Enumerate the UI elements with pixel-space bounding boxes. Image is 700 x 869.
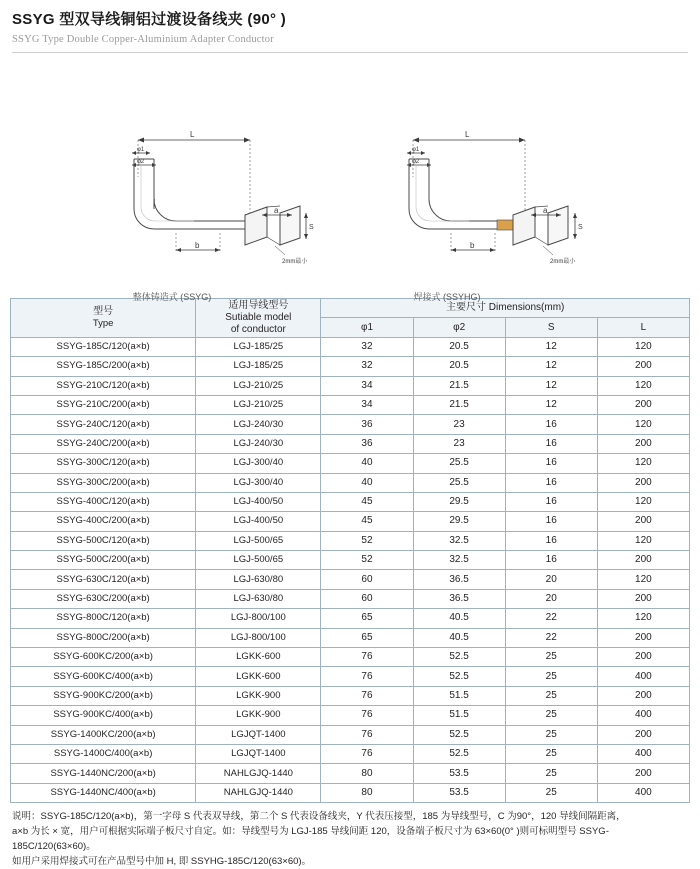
cell-conductor: LGJ-400/50 — [196, 492, 321, 511]
cell-conductor: LGJ-210/25 — [196, 376, 321, 395]
cell-conductor: LGJ-185/25 — [196, 357, 321, 376]
cell-l: 200 — [597, 686, 689, 705]
label-s-left: S — [309, 224, 314, 231]
cell-phi2: 32.5 — [413, 551, 505, 570]
spec-table-wrap — [0, 298, 700, 803]
cell-s: 22 — [505, 628, 597, 647]
cell-conductor: LGJ-185/25 — [196, 337, 321, 356]
cell-type: SSYG-240C/200(a×b) — [11, 434, 196, 453]
cell-type: SSYG-400C/200(a×b) — [11, 512, 196, 531]
cell-phi1: 32 — [321, 337, 413, 356]
cell-s: 12 — [505, 376, 597, 395]
cell-s: 12 — [505, 395, 597, 414]
cell-l: 120 — [597, 376, 689, 395]
cell-l: 200 — [597, 764, 689, 783]
cell-phi1: 80 — [321, 764, 413, 783]
cell-l: 400 — [597, 783, 689, 802]
cell-l: 120 — [597, 337, 689, 356]
cell-s: 16 — [505, 551, 597, 570]
cell-phi2: 53.5 — [413, 783, 505, 802]
table-row — [11, 667, 690, 686]
table-row — [11, 512, 690, 531]
cell-l: 120 — [597, 492, 689, 511]
cell-l: 200 — [597, 725, 689, 744]
spec-table-body — [11, 337, 690, 802]
cell-l: 200 — [597, 551, 689, 570]
table-row — [11, 415, 690, 434]
cell-conductor: NAHLGJQ-1440 — [196, 764, 321, 783]
cell-phi2: 52.5 — [413, 667, 505, 686]
col-header-type-en: Type — [92, 317, 114, 329]
label-phi2-right: φ2 — [412, 159, 420, 165]
cell-type: SSYG-800C/200(a×b) — [11, 628, 196, 647]
label-phi2-left: φ2 — [137, 159, 145, 165]
label-s-right: S — [578, 224, 583, 231]
cell-phi1: 65 — [321, 609, 413, 628]
cell-phi2: 32.5 — [413, 531, 505, 550]
cell-phi1: 52 — [321, 551, 413, 570]
cell-phi1: 45 — [321, 492, 413, 511]
col-header-dimensions: 主要尺寸 Dimensions(mm) — [321, 299, 690, 318]
label-a-right: a — [543, 206, 548, 215]
cell-s: 25 — [505, 744, 597, 763]
cell-phi2: 52.5 — [413, 648, 505, 667]
cell-phi2: 40.5 — [413, 609, 505, 628]
figure-left — [110, 115, 350, 302]
cell-phi1: 60 — [321, 589, 413, 608]
col-header-conductor-en1: Sutiable model — [225, 311, 292, 323]
cell-l: 120 — [597, 609, 689, 628]
cell-phi1: 76 — [321, 725, 413, 744]
figure-left-caption: 整体铸造式 (SSYG) — [132, 292, 212, 302]
table-row — [11, 357, 690, 376]
cell-phi1: 34 — [321, 395, 413, 414]
cell-s: 16 — [505, 415, 597, 434]
cell-phi2: 20.5 — [413, 357, 505, 376]
label-L-left: L — [190, 130, 195, 139]
page-subtitle: SSYG Type Double Copper-Aluminium Adapter Conductor — [12, 34, 274, 45]
cell-conductor: LGJ-500/65 — [196, 551, 321, 570]
cell-l: 120 — [597, 531, 689, 550]
cell-s: 25 — [505, 648, 597, 667]
cell-type: SSYG-185C/200(a×b) — [11, 357, 196, 376]
cell-phi2: 25.5 — [413, 473, 505, 492]
cell-phi2: 51.5 — [413, 706, 505, 725]
cell-phi1: 76 — [321, 686, 413, 705]
col-header-phi1: φ1 — [321, 318, 413, 337]
cell-type: SSYG-1440NC/200(a×b) — [11, 764, 196, 783]
cell-s: 25 — [505, 706, 597, 725]
cell-phi2: 29.5 — [413, 492, 505, 511]
notes-block — [0, 803, 700, 869]
label-phi1-right: φ1 — [412, 147, 420, 153]
cell-conductor: LGJ-630/80 — [196, 570, 321, 589]
cell-phi2: 36.5 — [413, 570, 505, 589]
cell-phi1: 40 — [321, 473, 413, 492]
cell-phi1: 36 — [321, 415, 413, 434]
cell-type: SSYG-210C/200(a×b) — [11, 395, 196, 414]
table-row — [11, 783, 690, 802]
col-header-type — [11, 299, 196, 338]
cell-conductor: LGJ-800/100 — [196, 628, 321, 647]
spec-table — [10, 298, 690, 803]
table-row — [11, 706, 690, 725]
label-2mm-right: 2mm最小 — [550, 259, 576, 265]
cell-phi2: 51.5 — [413, 686, 505, 705]
cell-s: 25 — [505, 686, 597, 705]
note-line-4: 如用户采用焊接式可在产品型号中加 H, 即 SSYHG-185C/120(63×60)。 — [12, 856, 312, 868]
cell-phi2: 53.5 — [413, 764, 505, 783]
label-phi1-left: φ1 — [137, 147, 145, 153]
cell-l: 200 — [597, 395, 689, 414]
cell-phi1: 80 — [321, 783, 413, 802]
page-header — [0, 0, 700, 53]
cell-type: SSYG-800C/120(a×b) — [11, 609, 196, 628]
cell-conductor: LGJ-300/40 — [196, 473, 321, 492]
cell-type: SSYG-240C/120(a×b) — [11, 415, 196, 434]
table-row — [11, 570, 690, 589]
cell-l: 400 — [597, 706, 689, 725]
cell-conductor: LGJ-800/100 — [196, 609, 321, 628]
cell-conductor: LGKK-600 — [196, 667, 321, 686]
cell-phi1: 76 — [321, 706, 413, 725]
table-row — [11, 609, 690, 628]
cell-phi2: 21.5 — [413, 376, 505, 395]
table-row — [11, 337, 690, 356]
label-b-left: b — [195, 241, 200, 250]
cell-phi1: 60 — [321, 570, 413, 589]
cell-type: SSYG-630C/120(a×b) — [11, 570, 196, 589]
cell-l: 120 — [597, 454, 689, 473]
col-header-conductor — [196, 299, 321, 338]
cell-type: SSYG-400C/120(a×b) — [11, 492, 196, 511]
table-row — [11, 628, 690, 647]
cell-conductor: LGKK-600 — [196, 648, 321, 667]
cell-phi2: 23 — [413, 415, 505, 434]
cell-phi2: 40.5 — [413, 628, 505, 647]
note-line-1: 说明：SSYG-185C/120(a×b)，第一字母 S 代表双导线，第二个 S 代表设备线夹，Y 代表压接型，185 为导线型号，C 为90°，120 导线间隔距离， — [12, 811, 626, 823]
cell-s: 12 — [505, 357, 597, 376]
cell-s: 25 — [505, 725, 597, 744]
cell-phi1: 76 — [321, 744, 413, 763]
cell-phi1: 40 — [321, 454, 413, 473]
cell-l: 200 — [597, 434, 689, 453]
cell-phi2: 20.5 — [413, 337, 505, 356]
cell-phi2: 36.5 — [413, 589, 505, 608]
cell-conductor: LGJ-240/30 — [196, 434, 321, 453]
table-row — [11, 648, 690, 667]
spec-table-head — [11, 299, 690, 338]
cell-s: 20 — [505, 570, 597, 589]
table-row — [11, 764, 690, 783]
cell-s: 20 — [505, 589, 597, 608]
cell-l: 400 — [597, 667, 689, 686]
cell-l: 200 — [597, 648, 689, 667]
cell-s: 12 — [505, 337, 597, 356]
cell-l: 200 — [597, 357, 689, 376]
label-L-right: L — [465, 130, 470, 139]
table-row — [11, 551, 690, 570]
table-row — [11, 725, 690, 744]
cell-s: 16 — [505, 512, 597, 531]
cell-s: 22 — [505, 609, 597, 628]
note-line-3: 185C/120(63×60)。 — [12, 841, 96, 853]
cell-s: 25 — [505, 783, 597, 802]
cell-s: 16 — [505, 454, 597, 473]
cell-conductor: NAHLGJQ-1440 — [196, 783, 321, 802]
cell-conductor: LGJ-500/65 — [196, 531, 321, 550]
cell-conductor: LGJ-300/40 — [196, 454, 321, 473]
cell-l: 400 — [597, 744, 689, 763]
col-header-phi2: φ2 — [413, 318, 505, 337]
cell-type: SSYG-185C/120(a×b) — [11, 337, 196, 356]
cell-conductor: LGJ-240/30 — [196, 415, 321, 434]
cell-s: 25 — [505, 764, 597, 783]
cell-type: SSYG-900KC/400(a×b) — [11, 706, 196, 725]
label-2mm-left: 2mm最小 — [282, 259, 308, 265]
cell-type: SSYG-210C/120(a×b) — [11, 376, 196, 395]
cell-phi1: 52 — [321, 531, 413, 550]
cell-phi2: 21.5 — [413, 395, 505, 414]
cell-phi1: 76 — [321, 667, 413, 686]
cell-s: 25 — [505, 667, 597, 686]
cell-phi1: 65 — [321, 628, 413, 647]
table-row — [11, 589, 690, 608]
cell-s: 16 — [505, 531, 597, 550]
cell-type: SSYG-1440NC/400(a×b) — [11, 783, 196, 802]
cell-l: 200 — [597, 628, 689, 647]
cell-type: SSYG-500C/120(a×b) — [11, 531, 196, 550]
table-row — [11, 492, 690, 511]
cell-conductor: LGJ-630/80 — [196, 589, 321, 608]
note-line-2: a×b 为长 × 宽，用户可根据实际端子板尺寸自定。如：导线型号为 LGJ-185 导线间距 120，设备端子板尺寸为 63×60(0° )则可标明型号 SSYG- — [12, 826, 609, 838]
cell-s: 16 — [505, 492, 597, 511]
cell-s: 16 — [505, 434, 597, 453]
col-header-type-cn: 型号 — [93, 305, 114, 317]
cell-type: SSYG-500C/200(a×b) — [11, 551, 196, 570]
cell-phi1: 34 — [321, 376, 413, 395]
cell-l: 200 — [597, 589, 689, 608]
cell-phi1: 36 — [321, 434, 413, 453]
cell-l: 200 — [597, 473, 689, 492]
drawing-area — [0, 53, 700, 302]
cell-type: SSYG-630C/200(a×b) — [11, 589, 196, 608]
cell-conductor: LGJ-400/50 — [196, 512, 321, 531]
cell-type: SSYG-300C/120(a×b) — [11, 454, 196, 473]
label-b-right: b — [470, 241, 475, 250]
cell-type: SSYG-1400KC/200(a×b) — [11, 725, 196, 744]
cell-conductor: LGJ-210/25 — [196, 395, 321, 414]
cell-phi2: 52.5 — [413, 725, 505, 744]
cell-phi2: 23 — [413, 434, 505, 453]
page-title: SSYG 型双导线铜铝过渡设备线夹 (90° ) — [12, 11, 287, 28]
table-row — [11, 434, 690, 453]
table-row — [11, 473, 690, 492]
cell-l: 120 — [597, 415, 689, 434]
cell-conductor: LGJQT-1400 — [196, 744, 321, 763]
cell-phi2: 25.5 — [413, 454, 505, 473]
cell-type: SSYG-600KC/200(a×b) — [11, 648, 196, 667]
cell-phi1: 76 — [321, 648, 413, 667]
cell-s: 16 — [505, 473, 597, 492]
table-row — [11, 531, 690, 550]
cell-conductor: LGKK-900 — [196, 706, 321, 725]
label-a-left: a — [274, 206, 279, 215]
cell-type: SSYG-300C/200(a×b) — [11, 473, 196, 492]
figure-right — [385, 115, 625, 302]
cell-phi2: 29.5 — [413, 512, 505, 531]
cell-type: SSYG-900KC/200(a×b) — [11, 686, 196, 705]
col-header-l: L — [597, 318, 689, 337]
cell-l: 200 — [597, 512, 689, 531]
col-header-conductor-en2: of conductor — [230, 323, 286, 335]
col-header-conductor-cn: 适用导线型号 — [228, 299, 289, 311]
cell-conductor: LGJQT-1400 — [196, 725, 321, 744]
cell-phi1: 45 — [321, 512, 413, 531]
table-row — [11, 454, 690, 473]
figure-left-svg — [110, 115, 350, 290]
table-row — [11, 686, 690, 705]
cell-phi2: 52.5 — [413, 744, 505, 763]
cell-l: 120 — [597, 570, 689, 589]
cell-conductor: LGKK-900 — [196, 686, 321, 705]
cell-type: SSYG-600KC/400(a×b) — [11, 667, 196, 686]
col-header-s: S — [505, 318, 597, 337]
table-row — [11, 395, 690, 414]
figure-right-svg — [385, 115, 625, 290]
table-row — [11, 744, 690, 763]
figure-right-caption: 焊接式 (SSYHG) — [413, 292, 481, 302]
cell-phi1: 32 — [321, 357, 413, 376]
table-row — [11, 376, 690, 395]
cell-type: SSYG-1400C/400(a×b) — [11, 744, 196, 763]
